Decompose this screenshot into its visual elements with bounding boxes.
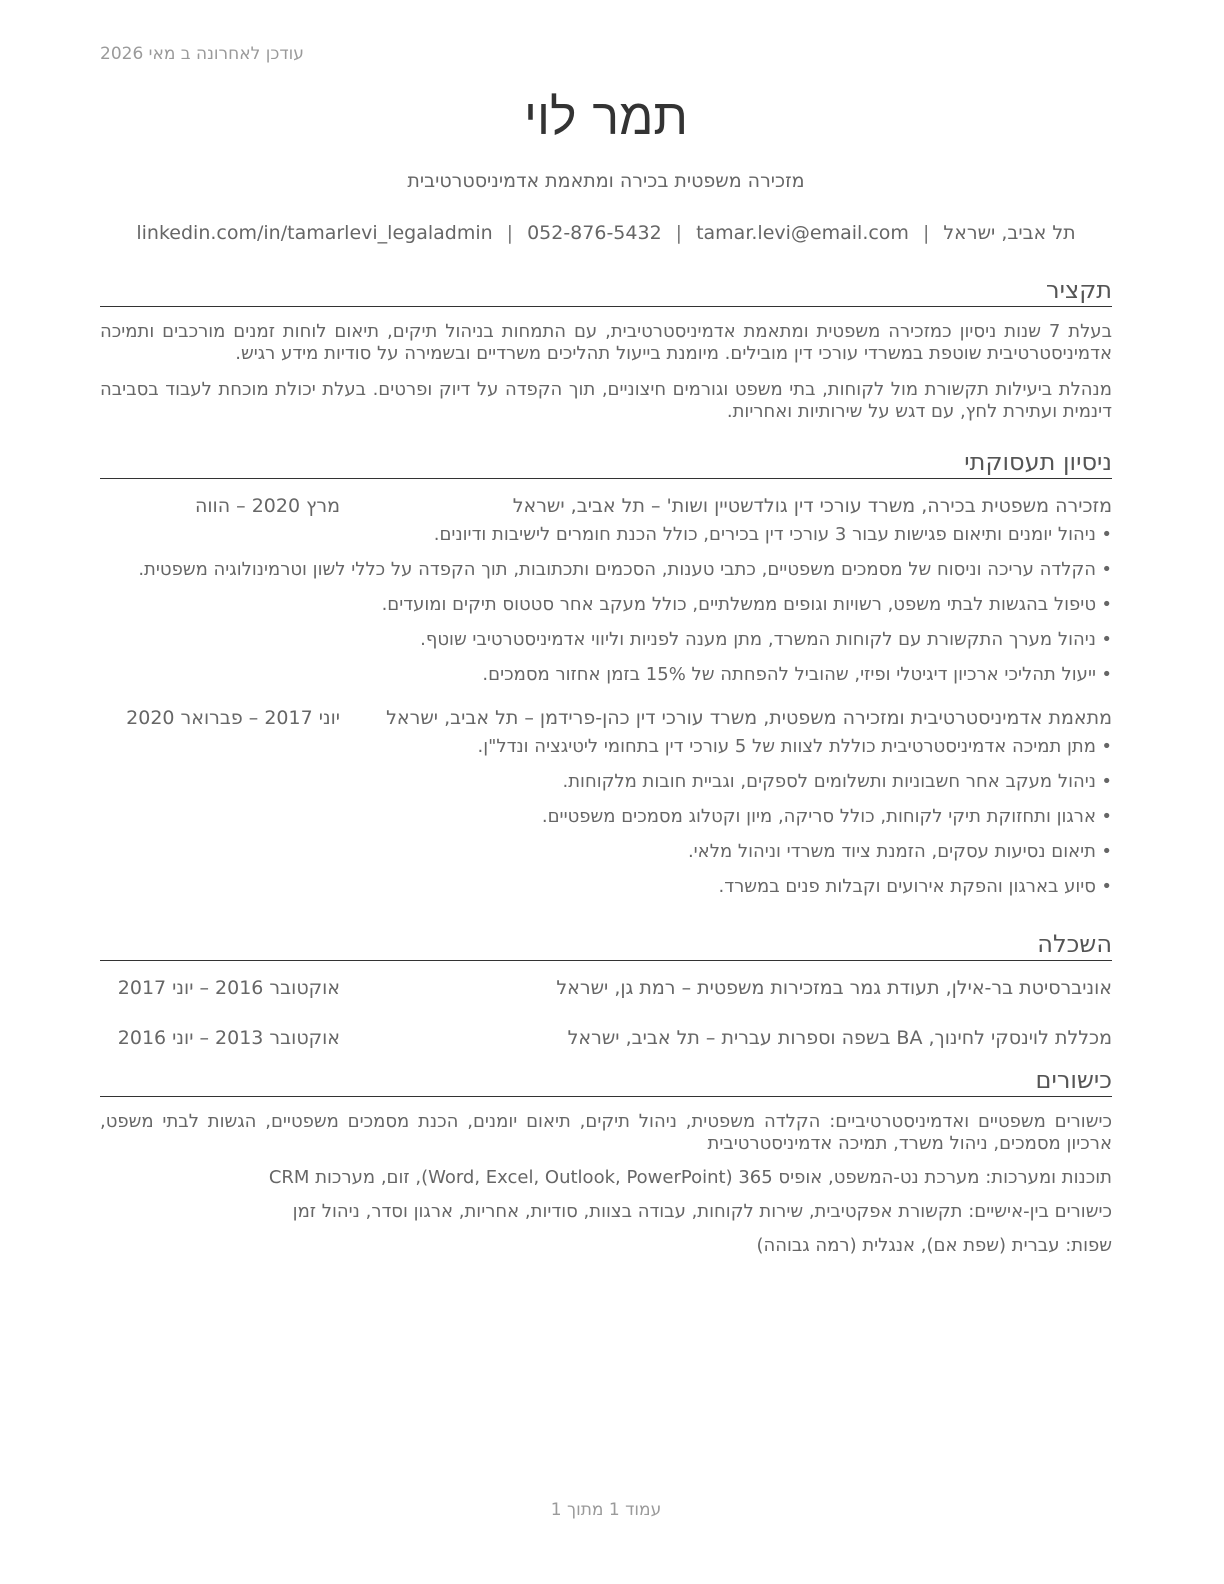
list-item: • תיאום נסיעות עסקים, הזמנת ציוד משרדי וניהול מלאי. (100, 840, 1112, 864)
summary-heading: תקציר (100, 274, 1112, 307)
contact-line (100, 222, 1112, 244)
education-text: מכללת לוינסקי לחינוך, BA בשפה וספרות עברית – תל אביב, ישראל (567, 1027, 1112, 1049)
education-dates: אוקטובר 2013 – יוני 2016 (117, 1027, 340, 1049)
skills-line: כישורים בין-אישיים: תקשורת אפקטיבית, שירות לקוחות, עבודה בצוות, סודיות, אחריות, ארגון וסדר, ניהול זמן (292, 1201, 1112, 1222)
job-role: מזכירה משפטית בכירה, משרד עורכי דין גולדשטיין ושות' – תל אביב, ישראל (512, 495, 1112, 517)
job-role: מתאמת אדמיניסטרטיבית ומזכירה משפטית, משרד עורכי דין כהן-פרידמן – תל אביב, ישראל (386, 707, 1112, 729)
education-item (100, 1025, 1112, 1051)
education-item (100, 975, 1112, 1001)
linkedin-link[interactable]: linkedin.com/in/tamarlevi_legaladmin (136, 222, 493, 244)
education-heading: השכלה (100, 928, 1112, 961)
contact-separator: | (506, 222, 514, 244)
skills-heading: כישורים (100, 1064, 1112, 1097)
email-link[interactable]: tamar.levi@email.com (696, 222, 909, 244)
list-item: • ייעול תהליכי ארכיון דיגיטלי ופיזי, שהוביל להפחתה של 15% בזמן אחזור מסמכים. (100, 663, 1112, 687)
job-bullets (100, 523, 1112, 687)
job-bullets (100, 735, 1112, 899)
list-item: • ניהול יומנים ותיאום פגישות עבור 3 עורכי דין בכירים, כולל הכנת חומרים לישיבות ודיונים. (100, 523, 1112, 547)
job-header (100, 705, 1112, 731)
job-header (100, 493, 1112, 519)
education-text: אוניברסיטת בר-אילן, תעודת גמר במזכירות משפטית – רמת גן, ישראל (556, 977, 1112, 999)
list-item: • טיפול בהגשות לבתי משפט, רשויות וגופים ממשלתיים, כולל מעקב אחר סטטוס תיקים ומועדים. (100, 593, 1112, 617)
list-item: • הקלדה עריכה וניסוח של מסמכים משפטיים, כתבי טענות, הסכמים ותכתובות, תוך הקפדה על כללי לשון וטרמינולוגיה משפטית. (100, 558, 1112, 582)
summary-section (100, 274, 1112, 423)
last-updated: עודכן לאחרונה ב מאי 2026 (100, 44, 304, 64)
summary-paragraph: בעלת 7 שנות ניסיון כמזכירה משפטית ומתאמת אדמיניסטרטיבית, עם התמחות בניהול תיקים, תיאום לוחות זמנים מורכבים ותמיכה אדמיניסטרטיבית שוטפת במשרדי עורכי דין מובילים. מיומנת בייעול תהליכים משרדיים ובשמירה על סודיות מידע רגיש. (100, 321, 1112, 364)
list-item: • ניהול מעקב אחר חשבוניות ותשלומים לספקים, וגביית חובות מלקוחות. (100, 770, 1112, 794)
experience-section (100, 446, 1112, 910)
page-number: עמוד 1 מתוך 1 (550, 1500, 662, 1520)
skills-section (100, 1064, 1112, 1269)
phone-text: 052-876-5432 (527, 222, 662, 244)
summary-paragraph: מנהלת ביעילות תקשורת מול לקוחות, בתי משפט וגורמים חיצוניים, תוך הקפדה על דיוק ופרטים. בעלת יכולת מוכחת לעבוד בסביבה דינמית ועתירת לחץ, עם דגש על שירותיות ואחריות. (100, 379, 1112, 422)
location-text: תל אביב, ישראל (943, 222, 1076, 244)
job-dates: יוני 2017 – פברואר 2020 (126, 707, 340, 729)
list-item: • סיוע בארגון והפקת אירועים וקבלות פנים במשרד. (100, 875, 1112, 899)
list-item: • ארגון ותחזוקת תיקי לקוחות, כולל סריקה, מיון וקטלוג מסמכים משפטיים. (100, 805, 1112, 829)
job-entry (100, 705, 1112, 899)
candidate-title: מזכירה משפטית בכירה ומתאמת אדמיניסטרטיבית (407, 170, 805, 192)
education-section (100, 928, 1112, 1051)
list-item: • ניהול מערך התקשורת עם לקוחות המשרד, מתן מענה לפניות וליווי אדמיניסטרטיבי שוטף. (100, 628, 1112, 652)
list-item: • מתן תמיכה אדמיניסטרטיבית כוללת לצוות של 5 עורכי דין בתחומי ליטיגציה ונדל"ן. (100, 735, 1112, 759)
resume-page (100, 0, 1112, 1584)
candidate-name: תמר לוי (524, 88, 688, 146)
job-entry (100, 493, 1112, 687)
skills-line: כישורים משפטיים ואדמיניסטרטיביים: הקלדה משפטית, ניהול תיקים, תיאום יומנים, הכנת מסמכים משפטיים, הגשות לבתי משפט, ארכיון מסמכים, ניהול משרד, תמיכה אדמיניסטרטיבית (100, 1111, 1112, 1154)
job-dates: מרץ 2020 – הווה (194, 495, 340, 517)
contact-separator: | (675, 222, 683, 244)
experience-heading: ניסיון תעסוקתי (100, 446, 1112, 479)
skills-line: תוכנות ומערכות: מערכת נט-המשפט, אופיס 365 (Word, Excel, Outlook, PowerPoint), זום, מערכות CRM (268, 1167, 1112, 1188)
education-dates: אוקטובר 2016 – יוני 2017 (117, 977, 340, 999)
skills-line: שפות: עברית (שפת אם), אנגלית (רמה גבוהה) (756, 1235, 1112, 1256)
contact-separator: | (922, 222, 930, 244)
